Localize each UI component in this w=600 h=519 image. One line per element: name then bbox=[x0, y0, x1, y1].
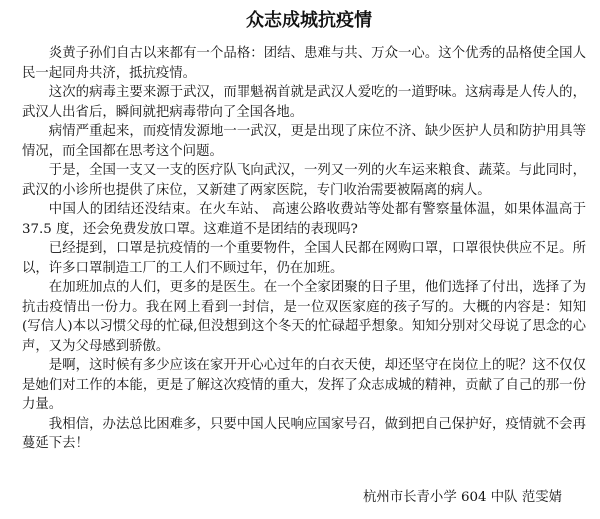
paragraph: 这次的病毒主要来源于武汉，而罪魁祸首就是武汉人爱吃的一道野味。这病毒是人传人的，武汉人出省后，瞬间就把病毒带向了全国各地。 bbox=[22, 85, 586, 120]
paragraph: 我相信，办法总比困难多，只要中国人民响应国家号召，做到把自己保护好，疫情就不会再蔓延下去！ bbox=[22, 416, 586, 451]
paragraph: 在加班加点的人们，更多的是医生。在一个全家团聚的日子里，他们选择了付出，选择了为抗击疫情出一份力。我在网上看到一封信，是一位双医家庭的孩子写的。大概的内容是：知知(写信人)本以习惯父母的忙碌,但没想到这个冬天的忙碌超乎想象。知知分别对父母说了思念的心声，又为父母感到骄傲。 bbox=[22, 280, 586, 354]
paragraph: 已经提到，口罩是抗疫情的一个重要物件，全国人民都在网购口罩，口罩很快供应不足。所以，许多口罩制造工厂的工人们不顾过年，仍在加班。 bbox=[22, 241, 586, 276]
author-signature: 杭州市长青小学 604 中队 范雯婧 bbox=[362, 490, 562, 505]
paragraph: 炎黄子孙们自古以来都有一个品格：团结、患难与共、万众一心。这个优秀的品格使全国人民一起同舟共济，抵抗疫情。 bbox=[22, 46, 586, 81]
document-title: 众志成城抗疫情 bbox=[246, 10, 372, 31]
paragraph: 中国人的团结还没结束。在火车站、 高速公路收费站等处都有警察量体温，如果体温高于 37.5 度，还会免费发放口罩。这难道不是团结的表现吗? bbox=[22, 202, 586, 237]
paragraph: 于是，全国一支又一支的医疗队飞向武汉，一列又一列的火车运来粮食、蔬菜。与此同时，武汉的小诊所也提供了床位，又新建了两家医院，专门收治需要被隔离的病人。 bbox=[22, 163, 586, 198]
paragraph: 病情严重起来，而疫情发源地一一武汉，更是出现了床位不济、缺少医护人员和防护用具等情况，而全国都在思考这个问题。 bbox=[22, 124, 586, 159]
document-body bbox=[22, 44, 586, 454]
paragraph: 是啊，这时候有多少应该在家开开心心过年的白衣天使，却还坚守在岗位上的呢？这不仅仅是她们对工作的本能，更是了解这次疫情的重大，发挥了众志成城的精神，贡献了自己的那一份力量。 bbox=[22, 358, 586, 412]
